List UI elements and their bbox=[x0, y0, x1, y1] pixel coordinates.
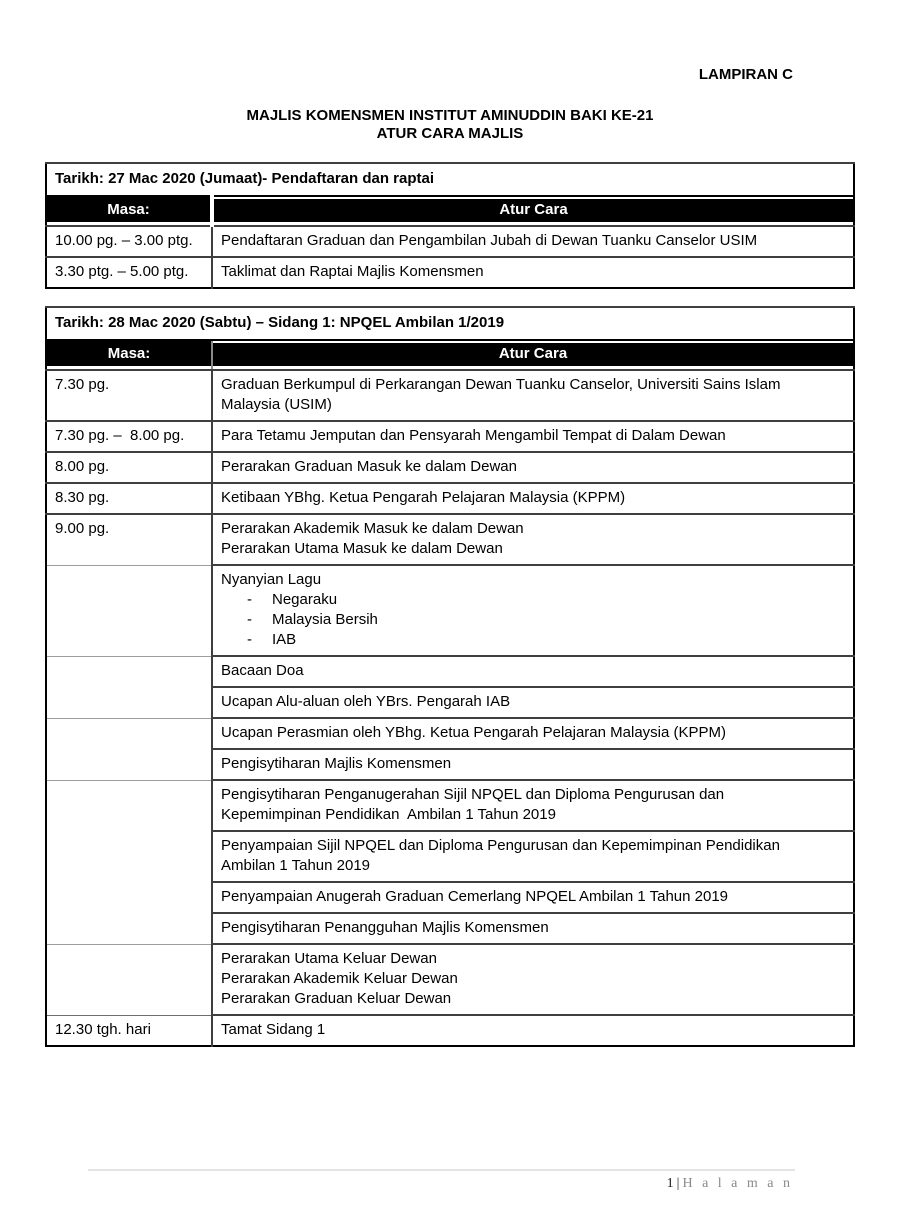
agenda-row bbox=[46, 483, 854, 514]
event-text: Nyanyian Lagu bbox=[221, 571, 322, 588]
agenda-row bbox=[46, 780, 854, 831]
event-text: Pengisytiharan Penangguhan Majlis Komensmen bbox=[221, 919, 549, 936]
annex-label: LAMPIRAN C bbox=[698, 66, 793, 83]
event-text: Perarakan Utama Masuk ke dalam Dewan bbox=[221, 540, 503, 557]
agenda-row bbox=[46, 944, 854, 1015]
column-header-row bbox=[46, 196, 854, 226]
event-text: Perarakan Graduan Keluar Dewan bbox=[221, 990, 452, 1007]
song-list-item bbox=[221, 590, 845, 610]
event-cell bbox=[212, 226, 854, 257]
column-header-masa: Masa: bbox=[46, 196, 212, 226]
event-cell bbox=[212, 565, 854, 656]
event-text: Malaysia (USIM) bbox=[221, 396, 332, 413]
event-cell bbox=[212, 944, 854, 1015]
event-text: Kepemimpinan Pendidikan Ambilan 1 Tahun 2019 bbox=[221, 806, 556, 823]
bullet-dash: - bbox=[247, 591, 252, 608]
event-text: Graduan Berkumpul di Perkarangan Dewan Tuanku Canselor, Universiti Sains Islam bbox=[221, 376, 781, 393]
time-cell: 12.30 tgh. hari bbox=[46, 1015, 212, 1046]
page-number-value: 1 bbox=[666, 1176, 674, 1191]
agenda-row bbox=[46, 1015, 854, 1046]
song-list-item bbox=[221, 630, 845, 650]
event-text: Perarakan Graduan Masuk ke dalam Dewan bbox=[221, 458, 517, 475]
document-title-line2: ATUR CARA MAJLIS bbox=[376, 125, 524, 142]
event-text: Penyampaian Sijil NPQEL dan Diploma Pengurusan dan Kepemimpinan Pendidikan bbox=[221, 837, 780, 854]
event-text: Penyampaian Anugerah Graduan Cemerlang NPQEL Ambilan 1 Tahun 2019 bbox=[221, 888, 729, 905]
time-cell-empty bbox=[46, 780, 212, 944]
time-cell: 3.30 ptg. – 5.00 ptg. bbox=[46, 257, 212, 288]
table-title-row bbox=[46, 307, 854, 340]
column-header-row bbox=[46, 340, 854, 370]
table-title-row bbox=[46, 163, 854, 196]
time-cell: 9.00 pg. bbox=[46, 514, 212, 565]
event-cell bbox=[212, 687, 854, 718]
event-cell bbox=[212, 831, 854, 882]
event-text: Bacaan Doa bbox=[221, 662, 304, 679]
agenda-table-day1 bbox=[45, 162, 855, 289]
document-title bbox=[45, 107, 855, 143]
event-text: Perarakan Akademik Masuk ke dalam Dewan bbox=[221, 520, 524, 537]
page-footer bbox=[0, 1169, 900, 1192]
column-header-masa: Masa: bbox=[46, 340, 212, 370]
event-cell bbox=[212, 483, 854, 514]
event-text: Tamat Sidang 1 bbox=[221, 1021, 326, 1038]
agenda-row bbox=[46, 370, 854, 421]
event-cell bbox=[212, 780, 854, 831]
song-name: IAB bbox=[272, 631, 297, 648]
time-cell-empty bbox=[46, 944, 212, 1015]
event-text: Ucapan Perasmian oleh YBhg. Ketua Pengarah Pelajaran Malaysia (KPPM) bbox=[221, 724, 727, 741]
event-cell bbox=[212, 421, 854, 452]
agenda-table-day2 bbox=[45, 306, 855, 1047]
page-number-label: H a l a m a n bbox=[682, 1176, 793, 1191]
bullet-dash: - bbox=[247, 631, 252, 648]
event-cell bbox=[212, 452, 854, 483]
event-cell bbox=[212, 257, 854, 288]
column-header-atur-cara: Atur Cara bbox=[212, 340, 854, 370]
song-name: Negaraku bbox=[272, 591, 338, 608]
event-cell bbox=[212, 913, 854, 944]
time-cell: 7.30 pg. bbox=[46, 370, 212, 421]
event-text: Perarakan Utama Keluar Dewan bbox=[221, 950, 437, 967]
event-text: Para Tetamu Jemputan dan Pensyarah Mengambil Tempat di Dalam Dewan bbox=[221, 427, 726, 444]
column-header-atur-cara: Atur Cara bbox=[212, 196, 854, 226]
event-text: Taklimat dan Raptai Majlis Komensmen bbox=[221, 263, 484, 280]
event-cell bbox=[212, 1015, 854, 1046]
agenda-row bbox=[46, 226, 854, 257]
event-text: Ambilan 1 Tahun 2019 bbox=[221, 857, 371, 874]
time-cell: 8.30 pg. bbox=[46, 483, 212, 514]
page-number-separator: | bbox=[676, 1176, 680, 1191]
event-cell bbox=[212, 882, 854, 913]
time-cell-empty bbox=[46, 718, 212, 780]
agenda-row bbox=[46, 257, 854, 288]
page-number bbox=[0, 1176, 793, 1192]
event-cell bbox=[212, 718, 854, 749]
footer-divider bbox=[88, 1169, 795, 1171]
song-name: Malaysia Bersih bbox=[272, 611, 378, 628]
event-cell bbox=[212, 656, 854, 687]
event-text: Ucapan Alu-aluan oleh YBrs. Pengarah IAB bbox=[221, 693, 511, 710]
event-cell bbox=[212, 749, 854, 780]
agenda-row bbox=[46, 421, 854, 452]
time-cell: 7.30 pg. – 8.00 pg. bbox=[46, 421, 212, 452]
event-text: Pendaftaran Graduan dan Pengambilan Jubah di Dewan Tuanku Canselor USIM bbox=[221, 232, 758, 249]
table-title: Tarikh: 28 Mac 2020 (Sabtu) – Sidang 1: NPQEL Ambilan 1/2019 bbox=[46, 307, 854, 340]
bullet-dash: - bbox=[247, 611, 252, 628]
event-text: Ketibaan YBhg. Ketua Pengarah Pelajaran Malaysia (KPPM) bbox=[221, 489, 626, 506]
agenda-row bbox=[46, 514, 854, 565]
time-cell: 10.00 pg. – 3.00 ptg. bbox=[46, 226, 212, 257]
agenda-row bbox=[46, 452, 854, 483]
agenda-row bbox=[46, 718, 854, 749]
document-page bbox=[0, 67, 900, 1047]
event-text: Pengisytiharan Majlis Komensmen bbox=[221, 755, 452, 772]
agenda-row bbox=[46, 565, 854, 656]
agenda-row bbox=[46, 656, 854, 687]
song-list-item bbox=[221, 610, 845, 630]
event-text: Perarakan Akademik Keluar Dewan bbox=[221, 970, 458, 987]
event-text: Pengisytiharan Penganugerahan Sijil NPQEL dan Diploma Pengurusan dan bbox=[221, 786, 725, 803]
event-cell bbox=[212, 370, 854, 421]
document-title-line1: MAJLIS KOMENSMEN INSTITUT AMINUDDIN BAKI KE-21 bbox=[246, 107, 654, 124]
time-cell: 8.00 pg. bbox=[46, 452, 212, 483]
time-cell-empty bbox=[46, 656, 212, 718]
time-cell-empty bbox=[46, 565, 212, 656]
table-title: Tarikh: 27 Mac 2020 (Jumaat)- Pendaftaran dan raptai bbox=[46, 163, 854, 196]
event-cell bbox=[212, 514, 854, 565]
